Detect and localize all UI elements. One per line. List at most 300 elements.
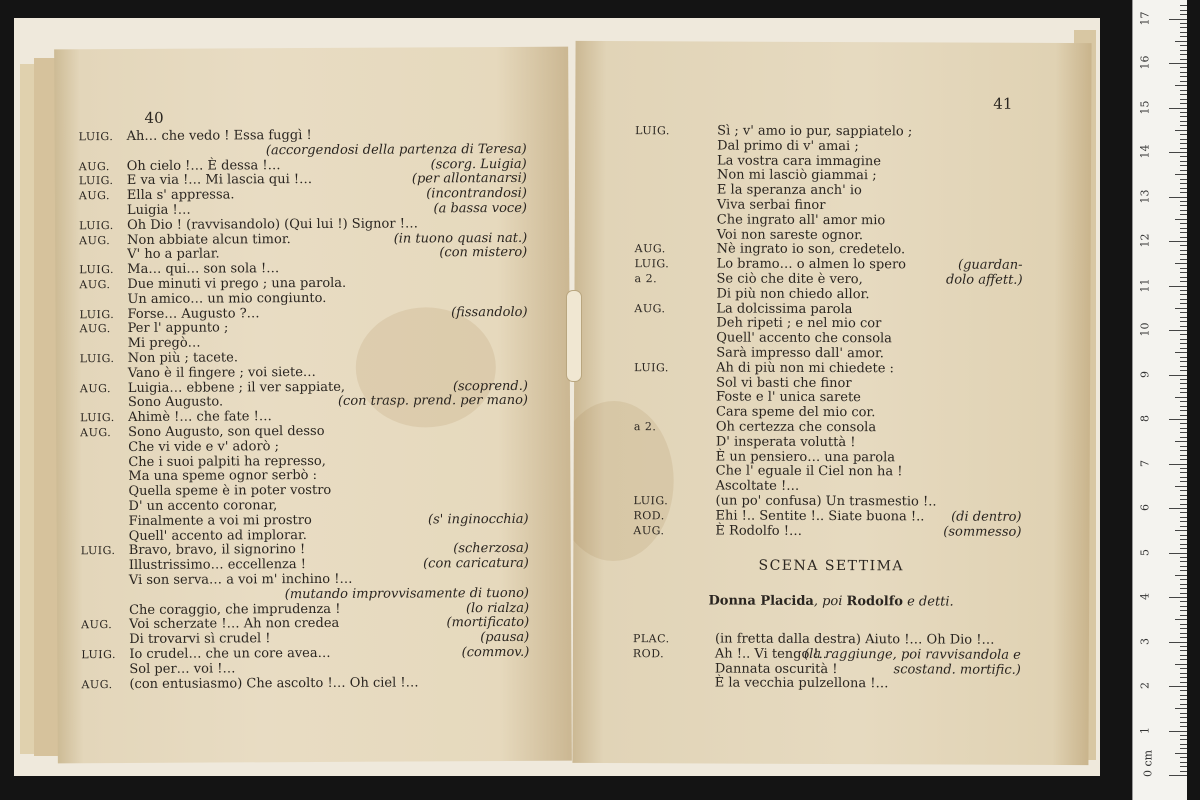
ruler-tick: [1169, 419, 1187, 420]
ruler-tick: [1180, 468, 1187, 469]
ruler-tick: [1180, 50, 1187, 51]
ruler-tick: [1180, 628, 1187, 629]
line-text: Due minuti vi prego ; una parola.: [127, 275, 347, 292]
line-text: Viva serbai finor: [716, 197, 826, 213]
ruler-tick: [1180, 99, 1187, 100]
ruler-tick: [1175, 753, 1187, 754]
stage-direction: (scherzosa): [453, 541, 529, 557]
ruler-tick: [1180, 610, 1187, 611]
line-text: Nè ingrato io son, credetelo.: [716, 241, 906, 258]
ruler-tick: [1180, 5, 1187, 6]
ruler-tick: [1180, 81, 1187, 82]
ruler-tick: [1180, 339, 1187, 340]
ruler-tick: [1180, 67, 1187, 68]
right-page-number: 41: [993, 94, 1013, 113]
left-page-number: 40: [144, 108, 164, 127]
line-text: Ella s' appressa.: [126, 187, 235, 204]
ruler-tick: [1169, 375, 1187, 376]
ruler-number: 13: [1138, 189, 1152, 203]
ruler-tick: [1169, 197, 1187, 198]
stage-direction: (guardan-: [957, 257, 1023, 274]
ruler-tick: [1180, 748, 1187, 749]
ruler-tick: [1180, 722, 1187, 723]
speaker-label: AUG.: [79, 233, 111, 247]
ruler-tick: [1180, 593, 1187, 594]
ruler-tick: [1180, 134, 1187, 135]
ruler-tick: [1180, 72, 1187, 73]
ruler-tick: [1180, 481, 1187, 482]
ruler-tick: [1180, 103, 1187, 104]
line-text: Sol vi basti che finor: [716, 375, 852, 391]
ruler-tick: [1180, 317, 1187, 318]
ruler-tick: [1175, 619, 1187, 620]
line-text: Un amico… un mio congiunto.: [127, 290, 327, 307]
ruler-tick: [1180, 121, 1187, 122]
ruler-tick: [1180, 579, 1187, 580]
line-text: E la speranza anch' io: [716, 182, 862, 199]
line-text: Ah !.. Vi tengo !..: [714, 646, 827, 662]
ruler-tick: [1180, 450, 1187, 451]
speaker-label: AUG.: [633, 523, 665, 537]
ruler-tick: [1180, 762, 1187, 763]
stage-direction: (sommesso): [943, 524, 1022, 540]
ruler-number: 5: [1138, 548, 1152, 556]
line-text: Quell' accento ad implorar.: [128, 527, 307, 544]
ruler-number: 10: [1138, 322, 1152, 337]
ruler-tick: [1180, 557, 1187, 558]
left-page: [54, 47, 572, 764]
ruler-tick: [1175, 174, 1187, 175]
ruler-tick: [1180, 739, 1187, 740]
ruler-tick: [1169, 63, 1187, 64]
text-line: [573, 522, 1089, 539]
scene-heading-name2: Rodolfo: [846, 594, 904, 610]
line-text: Sono Augusto.: [127, 394, 224, 411]
line-text: Ma… qui… son sola !…: [127, 261, 280, 278]
ruler-tick: [1180, 254, 1187, 255]
ruler-tick: [1180, 237, 1187, 238]
ruler-tick: [1180, 170, 1187, 171]
speaker-label: AUG.: [634, 242, 666, 256]
speaker-label: AUG.: [80, 426, 112, 440]
ruler-tick: [1180, 477, 1187, 478]
line-text: Bravo, bravo, il signorino !: [128, 542, 306, 559]
ruler-tick: [1180, 744, 1187, 745]
stage-direction: dolo affett.): [945, 272, 1023, 288]
ruler-tick: [1180, 446, 1187, 447]
ruler-tick: [1180, 704, 1187, 705]
ruler-tick: [1180, 682, 1187, 683]
ruler-tick: [1180, 250, 1187, 251]
line-text: Finalmente a voi mi prostro: [128, 512, 312, 529]
ruler-tick: [1180, 205, 1187, 206]
speaker-label: AUG.: [78, 189, 111, 203]
line-text: Che i suoi palpiti ha represso,: [128, 453, 326, 470]
ruler-tick: [1180, 588, 1187, 589]
ruler-tick: [1180, 415, 1187, 416]
binding-thread: [566, 290, 582, 382]
ruler-tick: [1180, 646, 1187, 647]
speaker-label: LUIG.: [81, 648, 117, 662]
ruler-tick: [1180, 10, 1187, 11]
ruler-tick: [1180, 210, 1187, 211]
line-text: Ah di più non mi chiedete :: [716, 360, 894, 377]
speaker-label: LUIG.: [80, 544, 116, 558]
ruler-tick: [1180, 410, 1187, 411]
ruler-tick: [1180, 512, 1187, 513]
ruler-tick: [1180, 183, 1187, 184]
ruler-tick: [1180, 526, 1187, 527]
ruler-number: 14: [1138, 144, 1152, 159]
line-text: La dolcissima parola: [716, 301, 853, 317]
ruler-tick: [1180, 584, 1187, 585]
ruler-tick: [1169, 286, 1187, 287]
ruler-tick: [1180, 766, 1187, 767]
ruler-tick: [1180, 361, 1187, 362]
ruler-tick: [1169, 775, 1187, 776]
ruler-tick: [1169, 464, 1187, 465]
ruler-tick: [1180, 76, 1187, 77]
ruler-tick: [1180, 624, 1187, 625]
ruler-tick: [1180, 677, 1187, 678]
line-text: Di trovarvi sì crudel !: [129, 631, 271, 648]
measuring-ruler: [1132, 0, 1187, 800]
ruler-tick: [1169, 152, 1187, 153]
ruler-tick: [1175, 708, 1187, 709]
ruler-tick: [1180, 272, 1187, 273]
ruler-tick: [1180, 548, 1187, 549]
ruler-tick: [1180, 561, 1187, 562]
scene-heading-name1: Donna Placida: [708, 593, 814, 609]
ruler-tick: [1175, 486, 1187, 487]
line-text: È un pensiero… una parola: [715, 449, 896, 465]
ruler-number: 12: [1138, 233, 1152, 248]
ruler-number: 4: [1138, 593, 1152, 600]
stage-direction: (mortificato): [446, 615, 530, 631]
speaker-label: PLAC.: [632, 632, 670, 646]
speaker-label: AUG.: [634, 301, 666, 315]
stage-direction: (accorgendosi della partenza di Teresa): [265, 141, 527, 159]
line-text: Vano è il fingere ; voi siete…: [127, 364, 316, 381]
speaker-label: LUIG.: [79, 263, 115, 277]
ruler-tick: [1180, 699, 1187, 700]
ruler-tick: [1180, 428, 1187, 429]
ruler-tick: [1180, 517, 1187, 518]
ruler-tick: [1180, 179, 1187, 180]
ruler-tick: [1180, 637, 1187, 638]
ruler-tick: [1180, 659, 1187, 660]
ruler-tick: [1180, 192, 1187, 193]
speaker-label: LUIG.: [79, 218, 114, 233]
ruler-tick: [1180, 539, 1187, 540]
ruler-tick: [1175, 352, 1187, 353]
line-text: Oh cielo !… È dessa !…: [126, 157, 281, 174]
ruler-tick: [1180, 321, 1187, 322]
speaker-label: LUIG.: [635, 124, 670, 138]
ruler-number: 8: [1138, 415, 1152, 422]
ruler-tick: [1180, 535, 1187, 536]
ruler-tick: [1180, 139, 1187, 140]
stage-direction: (mutando improvvisamente di tuono): [284, 585, 530, 602]
ruler-tick: [1180, 277, 1187, 278]
line-text: Ma una speme ognor serbò :: [128, 468, 318, 485]
line-text: Non più ; tacete.: [127, 350, 238, 366]
ruler-tick: [1180, 54, 1187, 55]
line-text: Che vi vide e v' adorò ;: [128, 438, 280, 455]
ruler-number: 3: [1138, 637, 1152, 645]
line-text: Non mi lasciò giammai ;: [716, 167, 877, 184]
stage-direction: (di dentro): [951, 509, 1022, 525]
line-text: Foste e l' unica sarete: [715, 389, 861, 406]
line-text: V' ho a parlar.: [127, 246, 220, 263]
ruler-number: 16: [1138, 55, 1152, 70]
line-text: Vi son serva… a voi m' inchino !…: [128, 571, 353, 588]
ruler-tick: [1180, 156, 1187, 157]
line-text: Forse… Augusto ?…: [127, 305, 260, 322]
line-text: Dal primo di v' amai ;: [717, 138, 859, 154]
ruler-tick: [1175, 530, 1187, 531]
line-text: (un po' confusa) Un trasmestio !..: [715, 493, 937, 510]
ruler-tick: [1180, 90, 1187, 91]
speaker-label: LUIG.: [633, 494, 669, 508]
ruler-tick: [1180, 490, 1187, 491]
stage-direction: (in tuono quasi nat.): [393, 230, 528, 247]
speaker-label: AUG.: [78, 159, 110, 173]
ruler-tick: [1180, 757, 1187, 758]
stage-direction: (s' inginocchia): [427, 511, 529, 528]
speaker-label: LUIG.: [78, 174, 114, 188]
text-line: [57, 674, 571, 692]
ruler-tick: [1169, 108, 1187, 109]
speaker-label: AUG.: [79, 322, 111, 336]
ruler-tick: [1180, 379, 1187, 380]
stage-direction: (con trasp. prend. per mano): [337, 393, 529, 410]
ruler-tick: [1180, 735, 1187, 736]
ruler-tick: [1180, 504, 1187, 505]
ruler-tick: [1180, 544, 1187, 545]
speaker-label: LUIG.: [79, 307, 115, 321]
speaker-label: LUIG.: [634, 257, 670, 271]
speaker-label: LUIG.: [79, 352, 115, 366]
ruler-tick: [1180, 423, 1187, 424]
ruler-number: 1: [1138, 726, 1152, 734]
ruler-tick: [1180, 437, 1187, 438]
stage-direction: (per allontanarsi): [411, 171, 527, 187]
ruler-tick: [1169, 508, 1187, 509]
stage-direction: (lo rialza): [465, 600, 530, 616]
ruler-tick: [1175, 664, 1187, 665]
speaker-label: LUIG.: [80, 411, 115, 425]
stage-direction: (scorg. Luigia): [430, 156, 527, 172]
ruler-tick: [1180, 116, 1187, 117]
ruler-tick: [1180, 23, 1187, 24]
ruler-tick: [1180, 348, 1187, 349]
line-text: Che ingrato all' amor mio: [716, 212, 886, 229]
ruler-tick: [1180, 59, 1187, 60]
ruler-tick: [1180, 357, 1187, 358]
ruler-tick: [1175, 263, 1187, 264]
ruler-tick: [1169, 330, 1187, 331]
ruler-tick: [1180, 668, 1187, 669]
line-text: Che l' eguale il Ciel non ha !: [715, 463, 903, 480]
ruler-tick: [1180, 143, 1187, 144]
ruler-tick: [1169, 597, 1187, 598]
ruler-number: 15: [1138, 100, 1152, 114]
line-text: Sono Augusto, son quel desso: [128, 423, 325, 440]
ruler-tick: [1180, 673, 1187, 674]
ruler-number: 7: [1138, 459, 1152, 467]
line-text: D' insperata voluttà !: [715, 434, 856, 450]
stage-direction: (commov.): [461, 644, 530, 661]
line-text: Non abbiate alcun timor.: [127, 231, 291, 248]
ruler-tick: [1180, 27, 1187, 28]
ruler-tick: [1180, 312, 1187, 313]
ruler-tick: [1180, 606, 1187, 607]
ruler-tick: [1180, 392, 1187, 393]
line-text: Cara speme del mio cor.: [715, 404, 876, 421]
line-text: Voi non sareste ognor.: [716, 227, 864, 243]
ruler-tick: [1180, 726, 1187, 727]
line-text: Ascoltate !…: [715, 478, 800, 495]
line-text: Sol per… voi !…: [129, 661, 236, 677]
ruler-tick: [1180, 459, 1187, 460]
line-text: Quella speme è in poter vostro: [128, 483, 332, 500]
line-text: Oh Dio ! (ravvisandolo) (Qui lui !) Signor !…: [127, 216, 418, 233]
ruler-tick: [1180, 223, 1187, 224]
line-text: È la vecchia pulzellona !…: [714, 675, 889, 692]
ruler-tick: [1180, 125, 1187, 126]
ruler-tick: [1180, 290, 1187, 291]
ruler-tick: [1180, 165, 1187, 166]
ruler-tick: [1180, 14, 1187, 15]
line-text: Che coraggio, che imprudenza !: [129, 601, 341, 618]
ruler-tick: [1180, 343, 1187, 344]
ruler-tick: [1180, 112, 1187, 113]
line-text: Ehi !.. Sentite !.. Siate buona !..: [715, 508, 925, 525]
ruler-tick: [1180, 201, 1187, 202]
line-text: Illustrissimo… eccellenza !: [128, 557, 307, 574]
text-line: [573, 675, 1089, 692]
ruler-tick: [1180, 432, 1187, 433]
line-text: Luigia !…: [126, 202, 191, 218]
ruler-tick: [1180, 521, 1187, 522]
speaker-label: ROD.: [632, 646, 665, 661]
ruler-tick: [1180, 655, 1187, 656]
ruler-tick: [1180, 94, 1187, 95]
ruler-tick: [1180, 401, 1187, 402]
ruler-tick: [1180, 148, 1187, 149]
speaker-label: LUIG.: [634, 360, 669, 375]
line-text: Io crudel… che un core avea…: [129, 645, 331, 662]
ruler-tick: [1180, 633, 1187, 634]
speaker-label: ROD.: [633, 508, 665, 523]
line-text: Di più non chiedo allor.: [716, 286, 870, 302]
line-text: La vostra cara immagine: [717, 153, 882, 169]
ruler-tick: [1180, 161, 1187, 162]
ruler-tick: [1180, 232, 1187, 233]
ruler-number: 11: [1138, 278, 1152, 292]
ruler-tick: [1175, 130, 1187, 131]
line-text: Dannata oscurità !: [714, 661, 838, 677]
ruler-tick: [1175, 41, 1187, 42]
ruler-tick: [1175, 85, 1187, 86]
ruler-number: 9: [1138, 370, 1152, 378]
ruler-tick: [1175, 397, 1187, 398]
line-text: (con entusiasmo) Che ascolto !… Oh ciel !…: [129, 675, 419, 692]
ruler-number: 17: [1138, 11, 1152, 25]
speaker-label: AUG.: [79, 278, 111, 292]
ruler-tick: [1175, 308, 1187, 309]
line-text: È Rodolfo !…: [715, 523, 803, 539]
stage-direction: (con caricatura): [423, 556, 529, 572]
ruler-tick: [1175, 219, 1187, 220]
ruler-tick: [1169, 642, 1187, 643]
ruler-tick: [1180, 370, 1187, 371]
ruler-tick: [1180, 601, 1187, 602]
speaker-label: AUG.: [81, 618, 113, 632]
ruler-tick: [1180, 406, 1187, 407]
line-text: Se ciò che dite è vero,: [716, 271, 863, 288]
ruler-tick: [1180, 303, 1187, 304]
ruler-tick: [1180, 294, 1187, 295]
ruler-tick: [1180, 383, 1187, 384]
ruler-tick: [1180, 32, 1187, 33]
line-text: Deh ripeti ; e nel mio cor: [716, 315, 882, 332]
speaker-label: a 2.: [634, 272, 658, 286]
scene-heading-rest: , poi: [813, 593, 847, 610]
ruler-tick: [1180, 650, 1187, 651]
ruler-tick: [1180, 615, 1187, 616]
ruler-tick: [1180, 472, 1187, 473]
ruler-tick: [1180, 695, 1187, 696]
ruler-tick: [1180, 388, 1187, 389]
stage-direction: (fissandolo): [451, 304, 528, 320]
ruler-tick: [1180, 334, 1187, 335]
ruler-tick: [1169, 686, 1187, 687]
ruler-tick: [1180, 228, 1187, 229]
line-text: Sarà impresso dall' amor.: [716, 345, 884, 362]
ruler-tick: [1180, 713, 1187, 714]
ruler-tick: [1180, 366, 1187, 367]
ruler-tick: [1180, 690, 1187, 691]
stage-direction: (scoprend.): [452, 378, 528, 394]
speaker-label: LUIG.: [78, 130, 114, 144]
right-page: [572, 41, 1091, 765]
scene-heading: [573, 593, 1089, 610]
ruler-tick: [1180, 281, 1187, 282]
ruler-tick: [1169, 553, 1187, 554]
line-text: Oh certezza che consola: [715, 419, 877, 436]
ruler-tick: [1180, 717, 1187, 718]
line-text: E va via !… Mi lascia qui !…: [126, 172, 313, 189]
ruler-tick: [1180, 299, 1187, 300]
ruler-tick: [1180, 326, 1187, 327]
speaker-label: a 2.: [633, 420, 657, 434]
speaker-label: AUG.: [79, 381, 112, 395]
line-text: (in fretta dalla destra) Aiuto !… Oh Dio !…: [714, 631, 995, 648]
stage-direction: (a bassa voce): [433, 200, 528, 217]
ruler-tick: [1180, 771, 1187, 772]
ruler-tick: [1180, 499, 1187, 500]
line-text: Ah… che vedo ! Essa fuggì !: [126, 128, 312, 144]
ruler-tick: [1169, 19, 1187, 20]
stage-direction: (con mistero): [439, 245, 528, 261]
ruler-tick: [1180, 495, 1187, 496]
line-text: Per l' appunto ;: [127, 320, 229, 337]
ruler-number: 6: [1138, 504, 1152, 511]
ruler-tick: [1169, 241, 1187, 242]
ruler-tick: [1180, 455, 1187, 456]
